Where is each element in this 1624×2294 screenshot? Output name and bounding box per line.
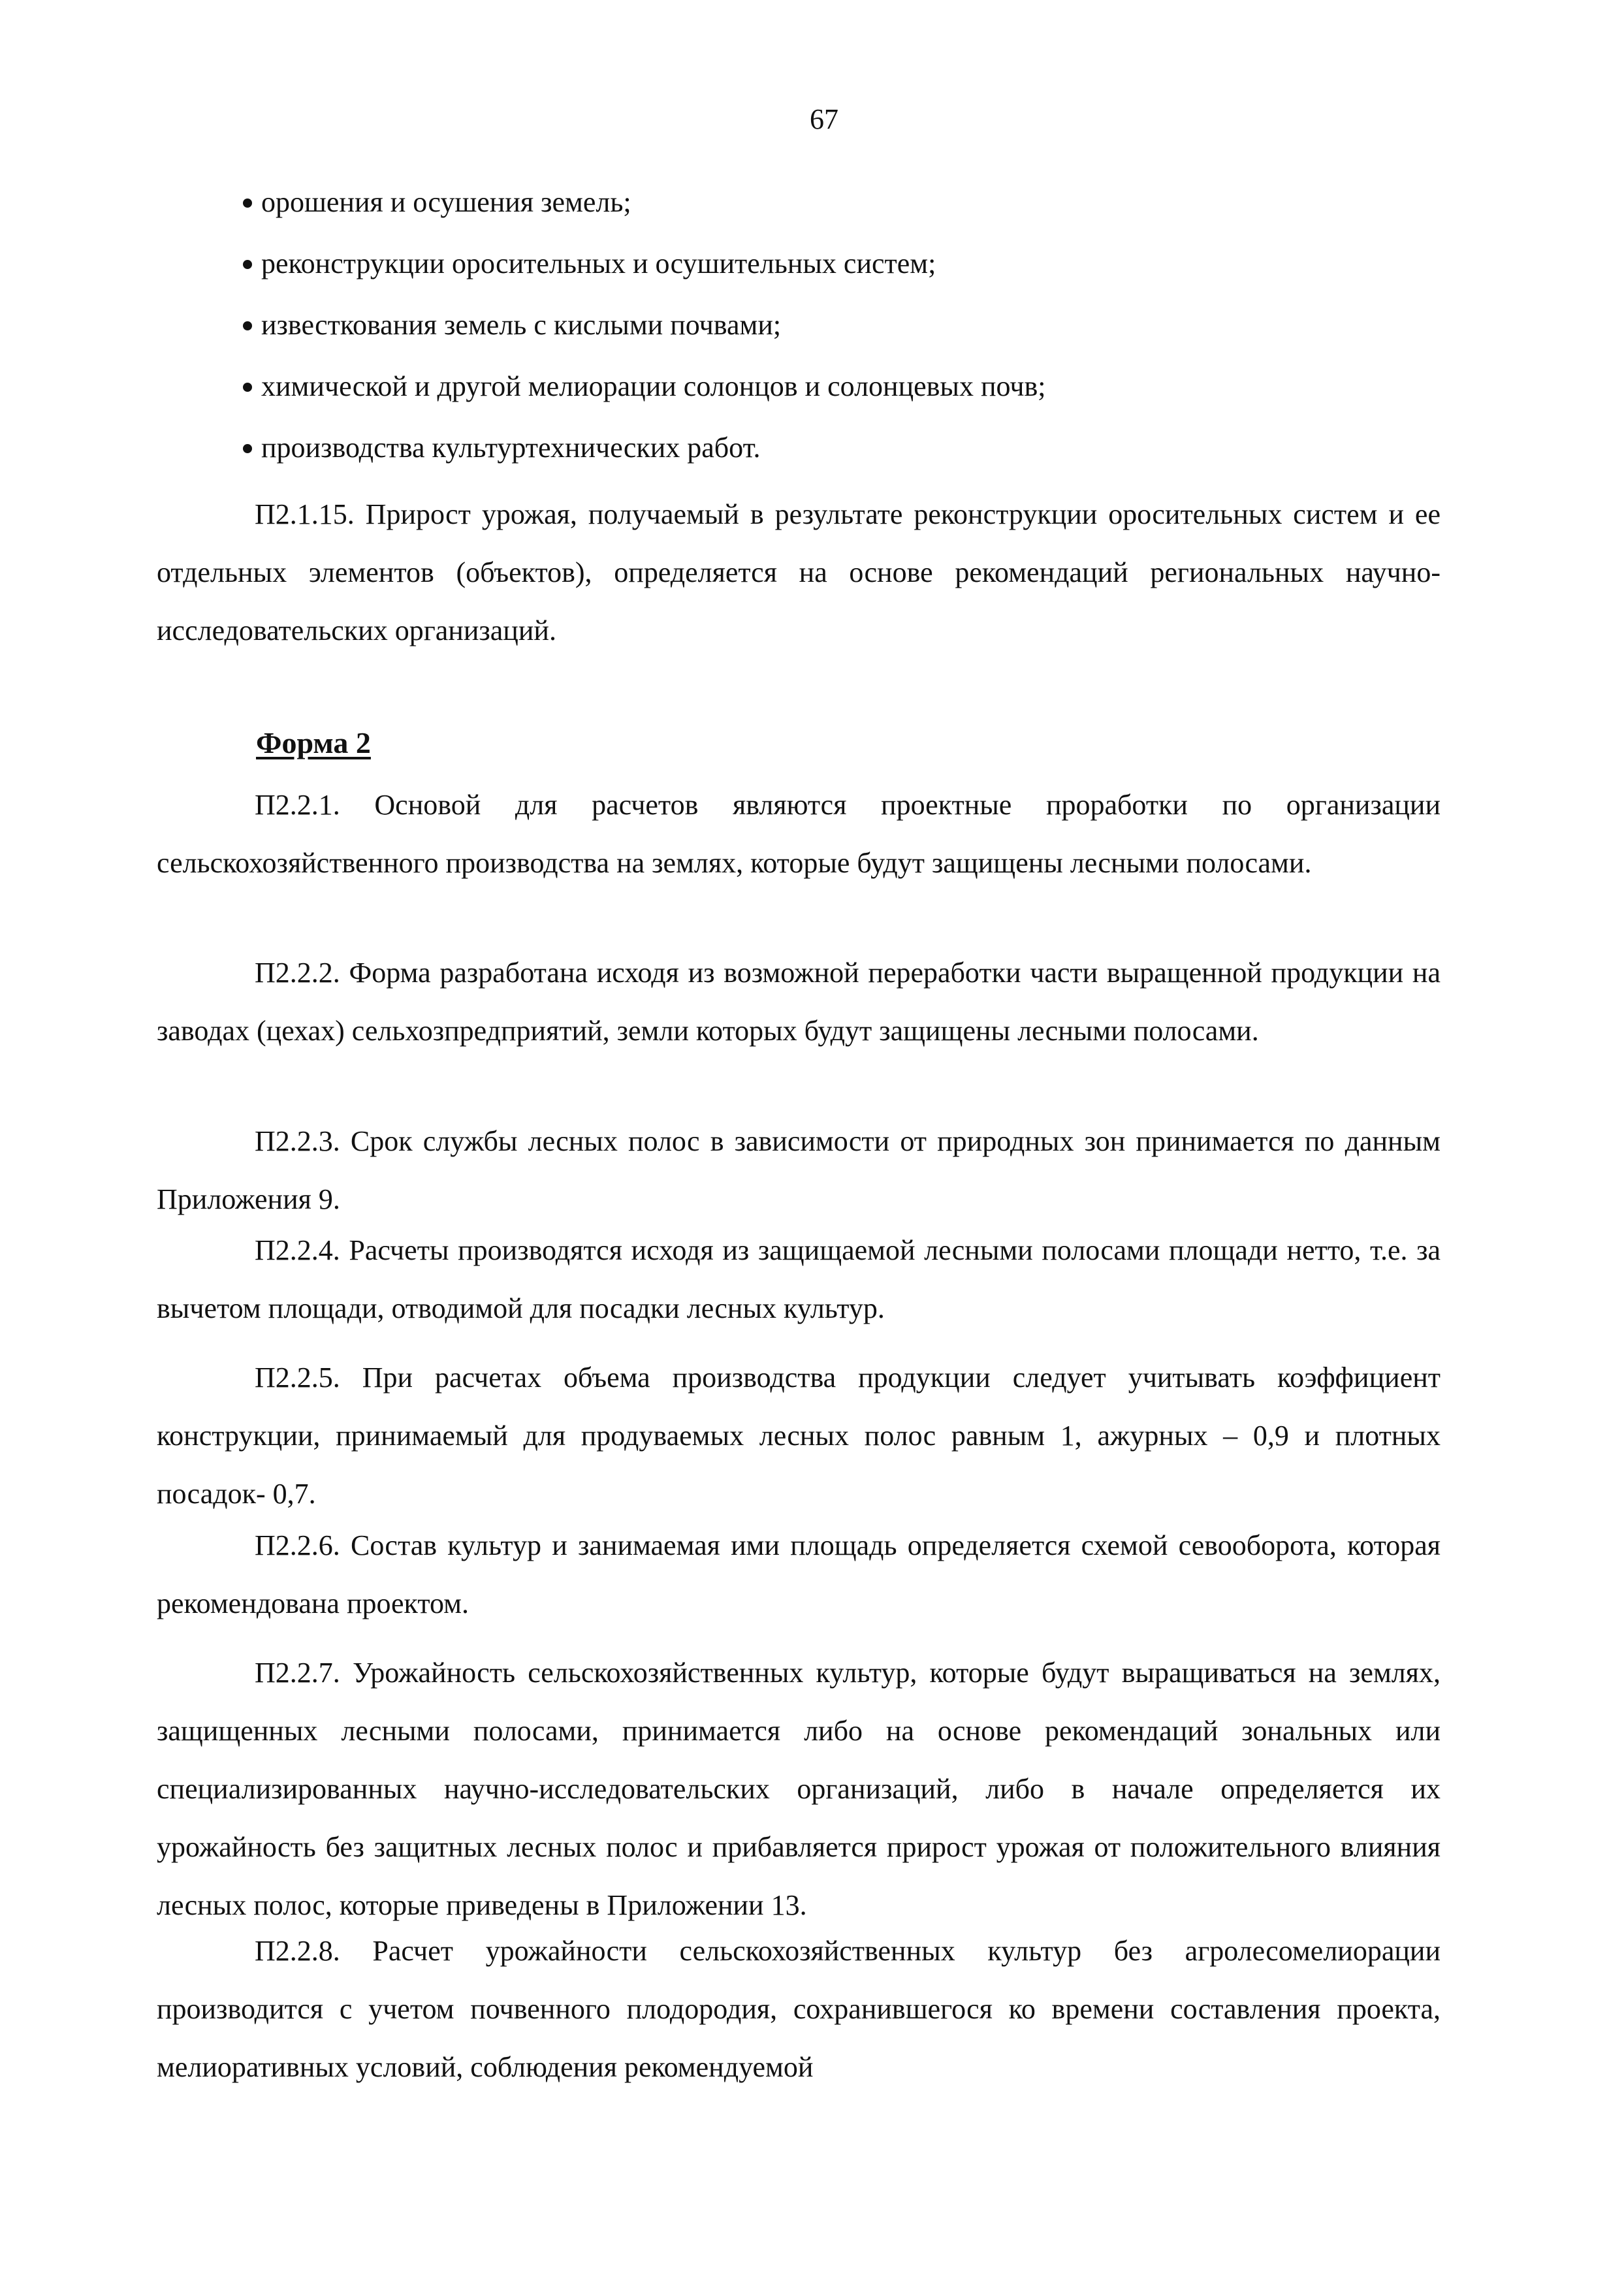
list-item-text: химической и другой мелиорации солонцов и солонцевых почв; bbox=[261, 370, 1046, 402]
paragraph-p2-2-3: П2.2.3. Срок службы лесных полос в зависимости от природных зон принимается по данным Приложения 9. bbox=[157, 1125, 1441, 1215]
paragraph-p2-2-6: П2.2.6. Состав культур и занимаемая ими площадь определяется схемой севооборота, которая рекомендована проектом. bbox=[157, 1529, 1441, 1619]
paragraph-p2-2-7: П2.2.7. Урожайность сельскохозяйственных культур, которые будут выращиваться на землях, защищенных лесными полосами, принимается либо на основе рекомендаций зональных или специализированных научно-исследовательских организаций, либо в начале определяется их урожайность без защитных лесных полос и прибавляется прирост урожая от положительного влияния лесных полос, которые приведены в Приложении 13. bbox=[157, 1657, 1441, 1921]
paragraph-p2-2-5: П2.2.5. При расчетах объема производства продукции следует учитывать коэффициент конструкции, принимаемый для продуваемых лесных полос равным 1, ажурных – 0,9 и плотных посадок- 0,7. bbox=[157, 1362, 1441, 1510]
paragraph-p2-2-4: П2.2.4. Расчеты производятся исходя из защищаемой лесными полосами площади нетто, т.е. за вычетом площади, отводимой для посадки лесных культур. bbox=[157, 1234, 1441, 1324]
bullet-icon bbox=[243, 199, 252, 208]
bullet-icon bbox=[243, 444, 252, 453]
list-item-text: реконструкции оросительных и осушительных систем; bbox=[261, 247, 936, 279]
list-item bbox=[243, 430, 1484, 466]
list-item-text: орошения и осушения земель; bbox=[261, 186, 631, 218]
bullet-icon bbox=[243, 383, 252, 392]
paragraph-p2-2-8: П2.2.8. Расчет урожайности сельскохозяйственных культур без агролесомелиорации производится с учетом почвенного плодородия, сохранившегося ко времени составления проекта, мелиоративных условий, соблюдения рекомендуемой bbox=[157, 1935, 1441, 2083]
list-item bbox=[243, 184, 1484, 221]
section-heading: Форма 2 bbox=[256, 726, 371, 759]
bullet-icon bbox=[243, 321, 252, 330]
list-item-text: производства культуртехнических работ. bbox=[261, 432, 761, 464]
list-item-text: известкования земель с кислыми почвами; bbox=[261, 309, 782, 341]
paragraph-p2-2-2: П2.2.2. Форма разработана исходя из возможной переработки части выращенной продукции на заводах (цехах) сельхозпредприятий, земли которых будут защищены лесными полосами. bbox=[157, 957, 1441, 1047]
paragraph-p2-2-1: П2.2.1. Основой для расчетов являются проектные проработки по организации сельскохозяйственного производства на землях, которые будут защищены лесными полосами. bbox=[157, 789, 1441, 879]
bullet-list bbox=[243, 184, 1484, 491]
page-number: 67 bbox=[810, 103, 838, 135]
list-item bbox=[243, 246, 1484, 282]
list-item bbox=[243, 368, 1484, 405]
paragraph-p2-1-15: П2.1.15. Прирост урожая, получаемый в результате реконструкции оросительных систем и ее отдельных элементов (объектов), определяется на основе рекомендаций региональных научно-исследовательских организаций. bbox=[157, 498, 1441, 646]
bullet-icon bbox=[243, 260, 252, 269]
list-item bbox=[243, 307, 1484, 343]
